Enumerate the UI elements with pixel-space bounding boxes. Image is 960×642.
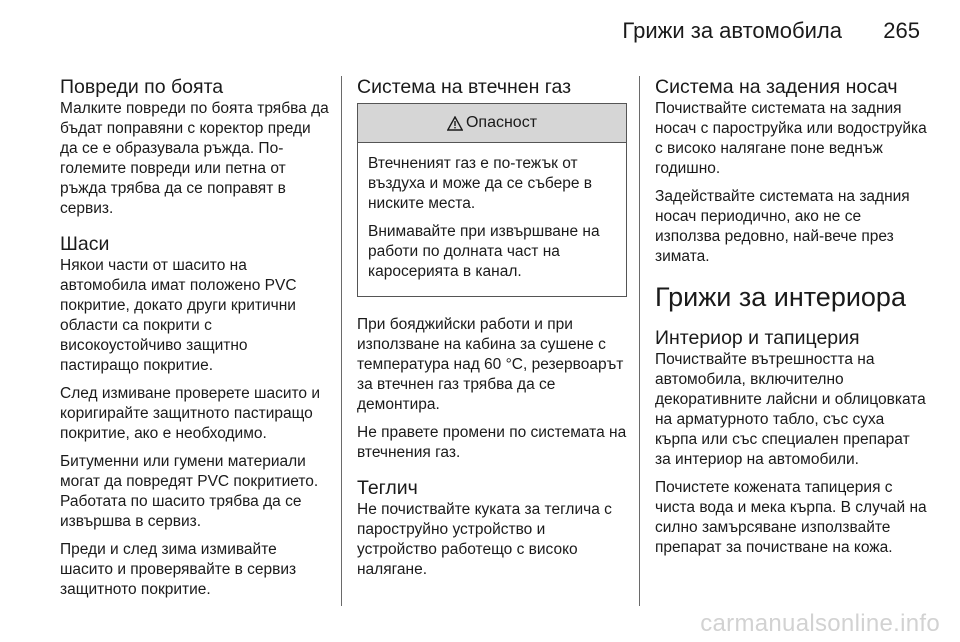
section-heading: Теглич	[357, 477, 418, 499]
section-heading: Система на втечнен газ	[357, 76, 572, 98]
column-1	[60, 76, 330, 614]
section-interior-upholstery	[655, 327, 927, 558]
section-paint-damage	[60, 76, 330, 219]
paragraph: Не почиствайте куката за теглича с пароструйно устройство и устройство работещо с високо налягане.	[357, 501, 612, 578]
section-heading: Шаси	[60, 233, 110, 255]
section-tow-hitch	[357, 477, 627, 580]
warning-box	[357, 103, 627, 297]
column-divider	[341, 76, 342, 606]
paragraph: Втечненият газ е по-тежък от въздуха и може да се събере в ниските места.	[368, 155, 593, 212]
section-heading: Интериор и тапицерия	[655, 327, 860, 349]
column-2	[357, 76, 627, 594]
column-divider	[639, 76, 640, 606]
paragraph: Някои части от шасито на автомобила имат положено PVC покритие, докато други критични области са покрити с високоустойчиво защитно пастиращо покритие.	[60, 257, 297, 374]
paragraph: Почистете кожената тапицерия с чиста вода и мека кърпа. В случай на силно замърсяване използвайте препарат за почистване на кожа.	[655, 479, 927, 556]
paragraph: След измиване проверете шасито и коригирайте защитното пастиращо покритие, ако е необходимо.	[60, 385, 320, 442]
paragraph: Малките повреди по боята трябва да бъдат поправяни с коректор преди да се е образувала ръжда. По-големите повреди или петна от ръжда трябва да се поправят в сервиз.	[60, 100, 329, 217]
section-rear-carrier	[655, 76, 927, 267]
warning-title: Опасност	[465, 114, 538, 131]
paragraph: Почиствайте системата на задния носач с пароструйка или водоструйка с високо налягане поне веднъж годишно.	[655, 100, 927, 177]
watermark: carmanualsonline.info	[700, 610, 940, 637]
section-chassis	[60, 233, 330, 600]
warning-header	[358, 104, 626, 143]
section-heading: Повреди по боята	[60, 76, 224, 98]
column-3	[655, 76, 927, 572]
page-number: 265	[883, 18, 920, 43]
section-lpg-system	[357, 76, 627, 463]
paragraph: Не правете промени по системата на втечнения газ.	[357, 424, 627, 461]
page-header	[0, 14, 960, 50]
warning-triangle-icon	[447, 116, 463, 131]
paragraph: Задействайте системата на задния носач периодично, ако не се използва редовно, най-вече през зимата.	[655, 188, 910, 265]
warning-body	[358, 143, 626, 296]
paragraph: Битуменни или гумени материали могат да повредят PVC покритието. Работата по шасито трябва да се извършва в сервиз.	[60, 453, 319, 530]
paragraph: Преди и след зима измивайте шасито и проверявайте в сервиз защитното покритие.	[60, 541, 297, 598]
chapter-heading: Грижи за интериора	[655, 282, 906, 312]
paragraph: При бояджийски работи и при използване на кабина за сушене с температура над 60 °C, резервоарът за втечнен газ трябва да се демонтира.	[357, 316, 624, 413]
running-title: Грижи за автомобила	[622, 18, 842, 43]
paragraph: Внимавайте при извършване на работи по долната част на каросерията в канал.	[368, 223, 600, 280]
section-heading: Система на задения носач	[655, 76, 898, 98]
paragraph: Почиствайте вътрешността на автомобила, включително декоративните лайсни и облицовката на арматурното табло, със суха кърпа или със специален препарат за интериор на автомобили.	[655, 351, 926, 468]
